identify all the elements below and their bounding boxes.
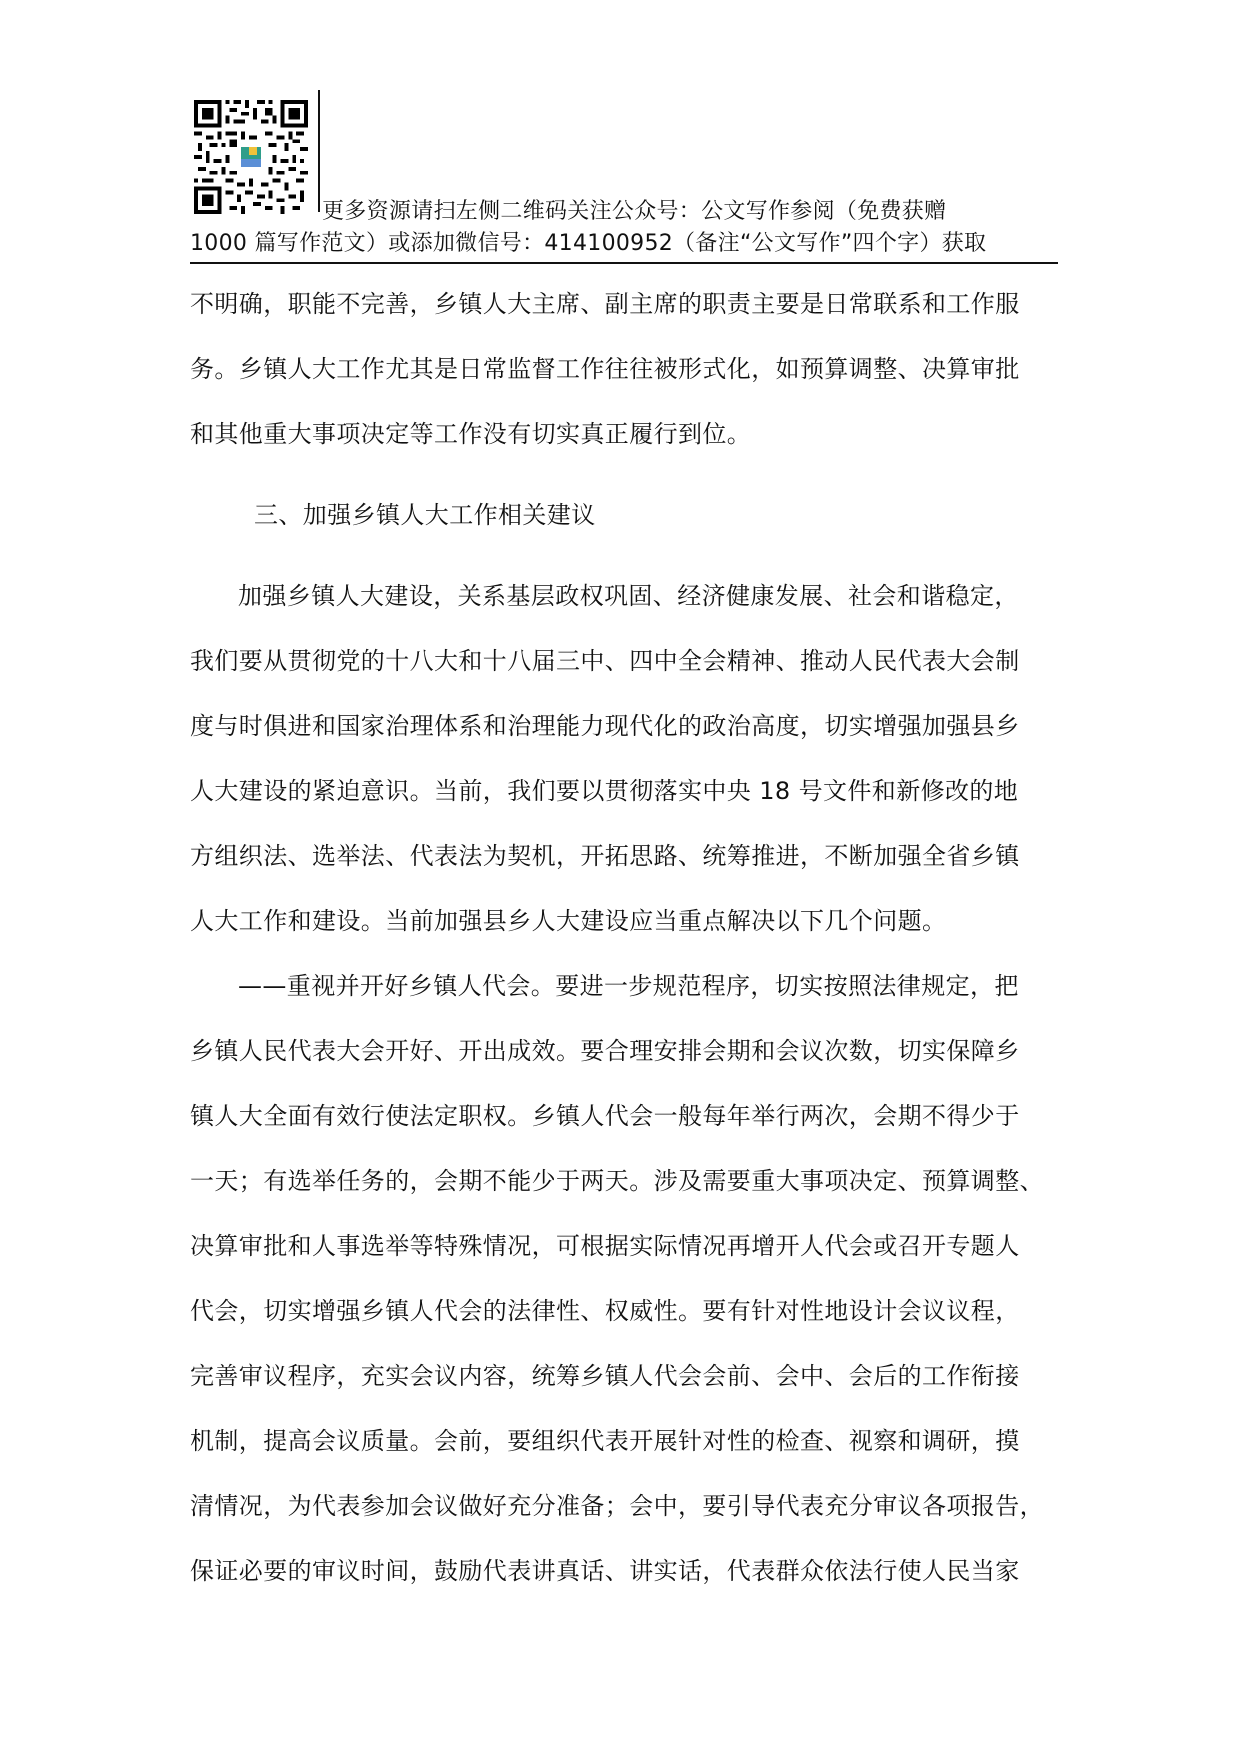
- section-heading: 三、加强乡镇人大工作相关建议: [254, 501, 596, 529]
- body-line: 我们要从贯彻党的十八大和十八届三中、四中全会精神、推动人民代表大会制: [190, 647, 1020, 675]
- body-line: 完善审议程序，充实会议内容，统筹乡镇人代会会前、会中、会后的工作衔接: [190, 1362, 1020, 1390]
- header-promo-line-1: 更多资源请扫左侧二维码关注公众号：公文写作参阅（免费获赠: [322, 199, 947, 224]
- header-rule: [190, 262, 1058, 264]
- body-line: 人大工作和建设。当前加强县乡人大建设应当重点解决以下几个问题。: [190, 907, 947, 935]
- body-line: 决算审批和人事选举等特殊情况，可根据实际情况再增开人代会或召开专题人: [190, 1232, 1020, 1260]
- body-line: 清情况，为代表参加会议做好充分准备；会中，要引导代表充分审议各项报告，: [190, 1492, 1044, 1520]
- body-line: 保证必要的审议时间，鼓励代表讲真话、讲实话，代表群众依法行使人民当家: [190, 1557, 1020, 1585]
- body-line: 加强乡镇人大建设，关系基层政权巩固、经济健康发展、社会和谐稳定，: [238, 582, 1019, 610]
- body-line: ——重视并开好乡镇人代会。要进一步规范程序，切实按照法律规定，把: [238, 972, 1019, 1000]
- body-line: 一天；有选举任务的，会期不能少于两天。涉及需要重大事项决定、预算调整、: [190, 1167, 1044, 1195]
- document-body: [190, 280, 1070, 1612]
- body-line: 镇人大全面有效行使法定职权。乡镇人代会一般每年举行两次，会期不得少于: [190, 1102, 1020, 1130]
- header-divider: [318, 90, 320, 212]
- body-line: 度与时俱进和国家治理体系和治理能力现代化的政治高度，切实增强加强县乡: [190, 712, 1020, 740]
- body-line: 乡镇人民代表大会开好、开出成效。要合理安排会期和会议次数，切实保障乡: [190, 1037, 1020, 1065]
- body-line: 机制，提高会议质量。会前，要组织代表开展针对性的检查、视察和调研，摸: [190, 1427, 1020, 1455]
- body-line: 不明确，职能不完善，乡镇人大主席、副主席的职责主要是日常联系和工作服: [190, 290, 1020, 318]
- body-line: 务。乡镇人大工作尤其是日常监督工作往往被形式化，如预算调整、决算审批: [190, 355, 1020, 383]
- header-promo-line-2: 1000 篇写作范文）或添加微信号：414100952（备注“公文写作”四个字）获取: [190, 231, 987, 256]
- body-line: 和其他重大事项决定等工作没有切实真正履行到位。: [190, 420, 752, 448]
- body-line: 代会，切实增强乡镇人代会的法律性、权威性。要有针对性地设计会议议程，: [190, 1297, 1020, 1325]
- qr-code-icon: [194, 100, 308, 214]
- page-header: [190, 88, 1058, 268]
- body-line: 方组织法、选举法、代表法为契机，开拓思路、统筹推进，不断加强全省乡镇: [190, 842, 1020, 870]
- body-line: 人大建设的紧迫意识。当前，我们要以贯彻落实中央 18 号文件和新修改的地: [190, 777, 1019, 805]
